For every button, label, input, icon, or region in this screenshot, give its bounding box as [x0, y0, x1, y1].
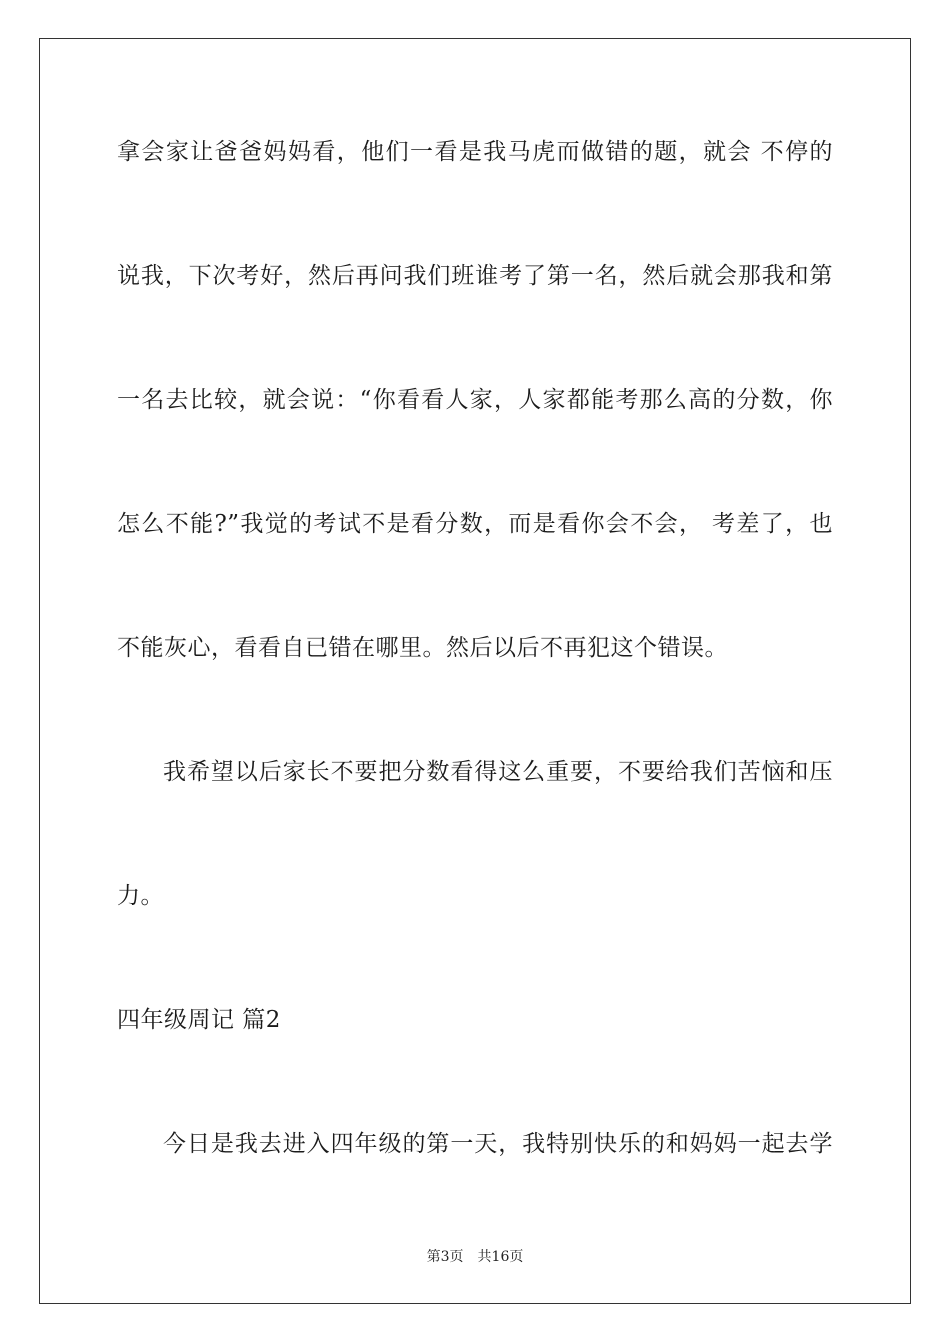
page-border [39, 38, 911, 1304]
paragraph-2-line-1: 我希望以后家长不要把分数看得这么重要，不要给我们苦恼和压 [163, 759, 833, 785]
section-heading: 四年级周记 篇2 [117, 1007, 281, 1033]
paragraph-line-3: 一名去比较，就会说：“你看看人家，人家都能考那么高的分数，你 [117, 387, 833, 413]
section-paragraph-line-1: 今日是我去进入四年级的第一天，我特别快乐的和妈妈一起去学 [163, 1131, 833, 1157]
paragraph-line-5: 不能灰心，看看自已错在哪里。然后以后不再犯这个错误。 [117, 635, 728, 661]
paragraph-line-1: 拿会家让爸爸妈妈看，他们一看是我马虎而做错的题，就会 不停的 [117, 139, 833, 165]
page-number: 第3页 [426, 1249, 464, 1265]
page-total: 共16页 [477, 1249, 524, 1265]
page-footer [0, 1248, 950, 1266]
paragraph-line-4: 怎么不能?”我觉的考试不是看分数，而是看你会不会， 考差了，也 [117, 511, 833, 537]
paragraph-2-line-2: 力。 [117, 883, 164, 909]
paragraph-line-2: 说我，下次考好，然后再问我们班谁考了第一名，然后就会那我和第 [117, 263, 833, 289]
